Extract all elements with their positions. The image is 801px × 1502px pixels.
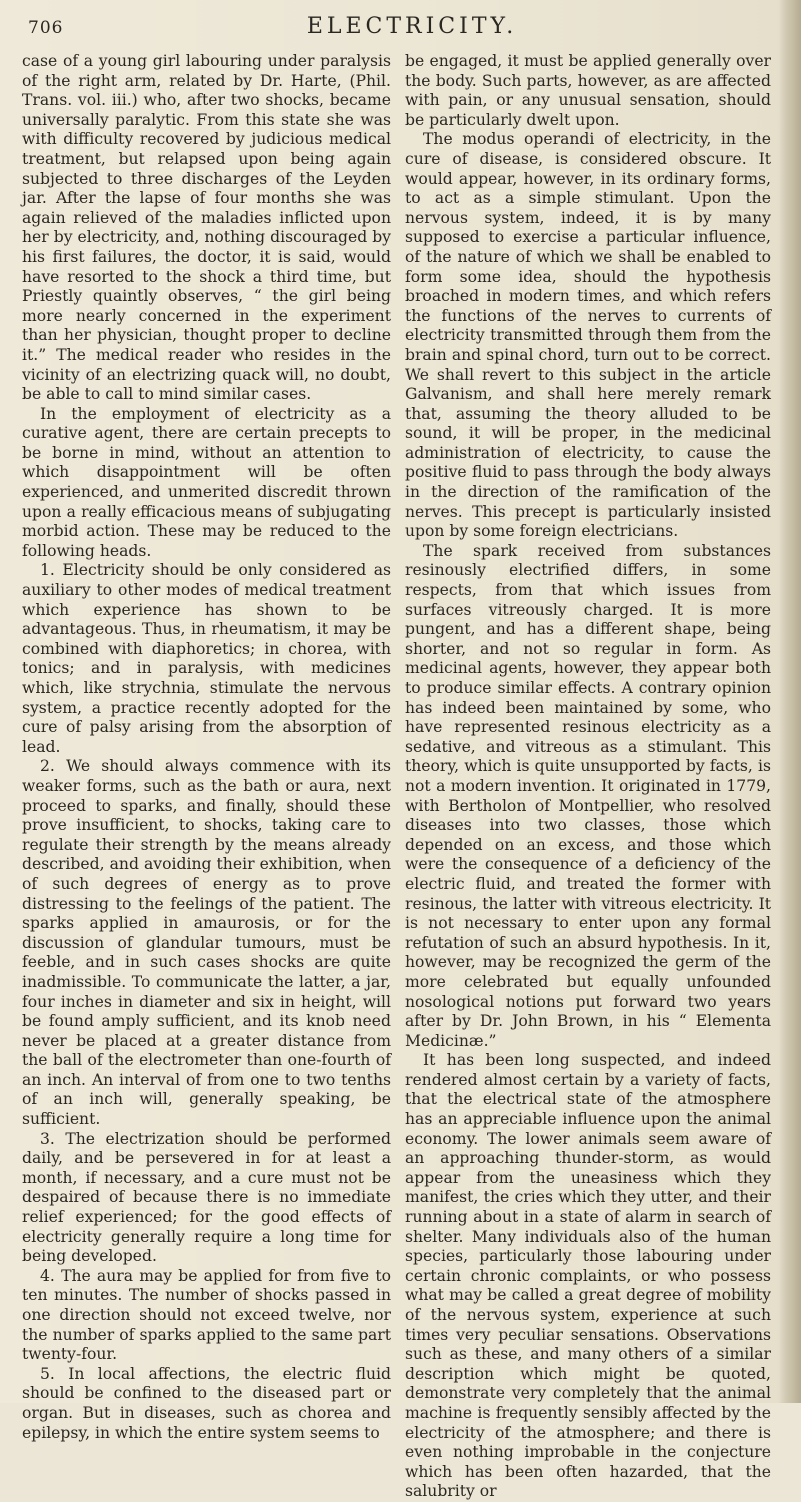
- left-column: [22, 52, 391, 1443]
- paragraph: The spark received from substances resinously electrified differs, in some respects, from that which issues from surfaces vitreously charged. It is more pungent, and has a different shape, being shorter, and not so regular in form. As medicinal agents, however, they appear both to produce similar effects. A contrary opinion has indeed been maintained by some, who have represented resinous electricity as a sedative, and vitreous as a stimulant. This theory, which is quite unsupported by facts, is not a modern invention. It originated in 1779, with Bertholon of Montpellier, who resolved diseases into two classes, those which depended on an excess, and those which were the consequence of a deficiency of the electric fluid, and treated the former with resinous, the latter with vitreous electricity. It is not necessary to enter upon any formal refutation of such an absurd hypothesis. In it, however, may be recognized the germ of the more celebrated but equally unfounded nosological notions put forward two years after by Dr. John Brown, in his “ Elementa Medicinæ.”: [405, 541, 771, 1050]
- paragraph: 5. In local affections, the electric fluid should be confined to the diseased part or organ. But in diseases, such as chorea and epilepsy, in which the entire system seems to: [22, 1364, 391, 1442]
- paragraph: 1. Electricity should be only considered as auxiliary to other modes of medical treatment which experience has shown to be advantageous. Thus, in rheumatism, it may be combined with diaphoretics; in chorea, with tonics; and in paralysis, with medicines which, like strychnia, stimulate the nervous system, a practice recently adopted for the cure of palsy arising from the absorption of lead.: [22, 561, 391, 756]
- paragraph: 3. The electrization should be performed daily, and be persevered in for at least a month, if necessary, and a cure must not be despaired of because there is no immediate relief experienced; for the good effects of electricity generally require a long time for being developed.: [22, 1129, 391, 1266]
- paragraph: case of a young girl labouring under paralysis of the right arm, related by Dr. Harte, (Phil. Trans. vol. iii.) who, after two shocks, became universally paralytic. From this state she was with difficulty recovered by judicious medical treatment, but relapsed upon being again subjected to three discharges of the Leyden jar. After the lapse of four months she was again relieved of the maladies inflicted upon her by electricity, and, nothing discouraged by his first failures, the doctor, it is said, would have resorted to the shock a third time, but Priestly quaintly observes, “ the girl being more nearly concerned in the experiment than her physician, thought proper to decline it.” The medical reader who resides in the vicinity of an electrizing quack will, no doubt, be able to call to mind similar cases.: [22, 52, 391, 404]
- page-edge-shadow: [779, 0, 801, 1403]
- paragraph: It has been long suspected, and indeed rendered almost certain by a variety of facts, that the electrical state of the atmosphere has an appreciable influence upon the animal economy. The lower animals seem aware of an approaching thunder-storm, as would appear from the uneasiness which they manifest, the cries which they utter, and their running about in a state of alarm in search of shelter. Many individuals also of the human species, particularly those labouring under certain chronic complaints, or who possess what may be called a great degree of mobility of the nervous system, experience at such times very peculiar sensations. Observations such as these, and many others of a similar description which might be quoted, demonstrate very completely that the animal machine is frequently sensibly affected by the electricity of the atmosphere; and there is even nothing improbable in the conjecture which has been often hazarded, that the salubrity or: [405, 1051, 771, 1501]
- paragraph: In the employment of electricity as a curative agent, there are certain precepts to be borne in mind, without an attention to which disappointment will be often experienced, and unmerited discredit thrown upon a really efficacious means of subjugating morbid action. These may be reduced to the following heads.: [22, 404, 391, 560]
- right-column: [405, 52, 771, 1502]
- paragraph: 2. We should always commence with its weaker forms, such as the bath or aura, next proceed to sparks, and finally, should these prove insufficient, to shocks, taking care to regulate their strength by the means already described, and avoiding their exhibition, when of such degrees of energy as to prove distressing to the feelings of the patient. The sparks applied in amaurosis, or for the discussion of glandular tumours, must be feeble, and in such cases shocks are quite inadmissible. To communicate the latter, a jar, four inches in diameter and six in height, will be found amply sufficient, and its knob need never be placed at a greater distance from the ball of the electrometer than one-fourth of an inch. An interval of from one to two tenths of an inch will, generally speaking, be sufficient.: [22, 757, 391, 1129]
- paragraph: The modus operandi of electricity, in the cure of disease, is considered obscure. It would appear, however, in its ordinary forms, to act as a simple stimulant. Upon the nervous system, indeed, it is by many supposed to exercise a particular influence, of the nature of which we shall be enabled to form some idea, should the hypothesis broached in modern times, and which refers the functions of the nerves to currents of electricity transmitted through them from the brain and spinal chord, turn out to be correct. We shall revert to this subject in the article Galvanism, and shall here merely remark that, assuming the theory alluded to be sound, it will be proper, in the medicinal administration of electricity, to cause the positive fluid to pass through the body always in the direction of the ramification of the nerves. This precept is particularly insisted upon by some foreign electricians.: [405, 130, 771, 541]
- page-header: [22, 12, 762, 40]
- page-number: 706: [28, 18, 64, 38]
- running-head: ELECTRICITY.: [306, 14, 518, 39]
- paragraph: be engaged, it must be applied generally over the body. Such parts, however, as are affected with pain, or any unusual sensation, should be particularly dwelt upon.: [405, 52, 771, 129]
- paragraph: 4. The aura may be applied for from five to ten minutes. The number of shocks passed in one direction should not exceed twelve, nor the number of sparks applied to the same part twenty-four.: [22, 1266, 391, 1364]
